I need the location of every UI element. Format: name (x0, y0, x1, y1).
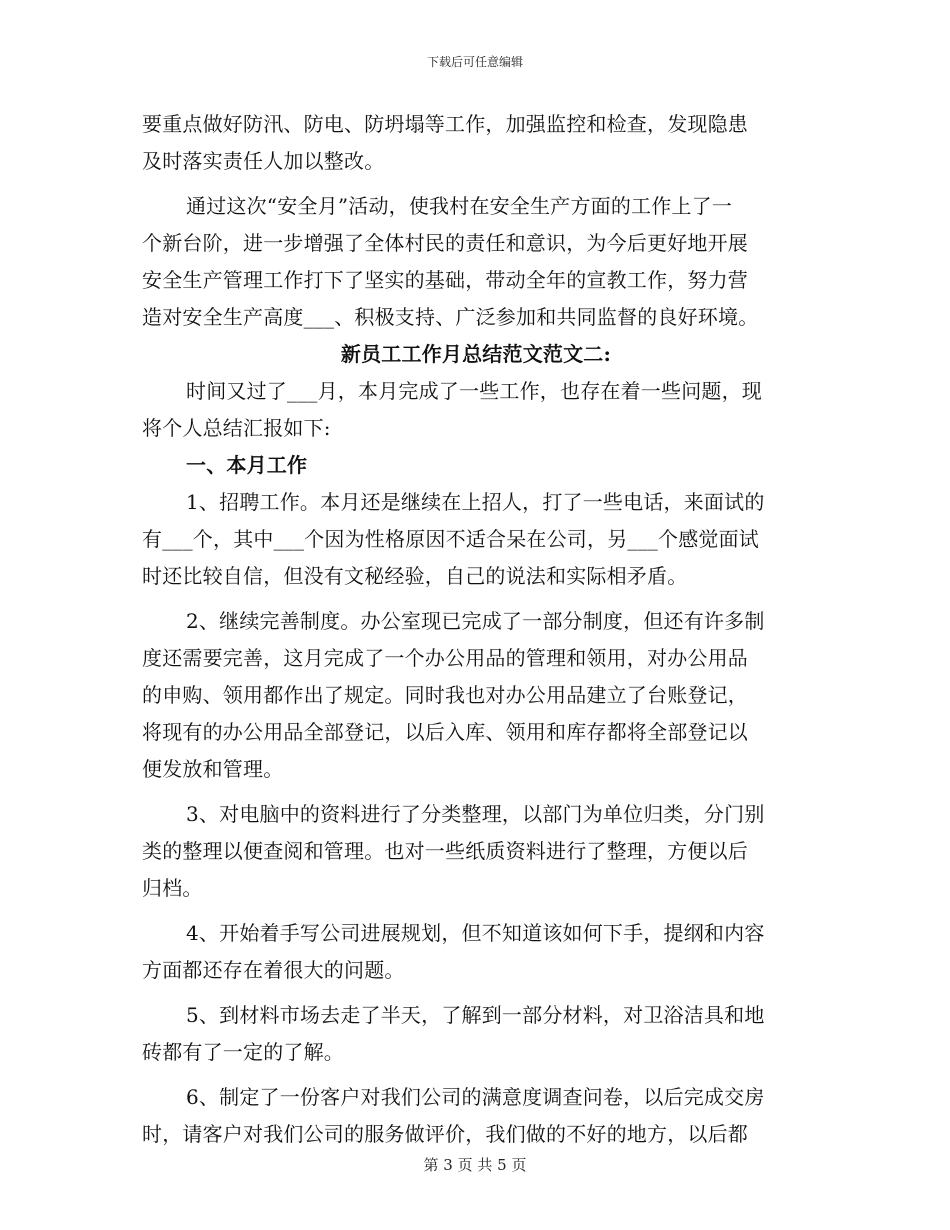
text-line: 通过这次“安全月”活动，使我村在安全生产方面的工作上了一 (186, 194, 733, 218)
text-line: 2、继续完善制度。办公室现已完成了一部分制度，但还有许多制 (186, 609, 765, 633)
text-line: 要重点做好防汛、防电、防坍塌等工作，加强监控和检查，发现隐患 (142, 112, 748, 136)
text-line: 将个人总结汇报如下: (142, 416, 331, 440)
text-line: 便发放和管理。 (142, 757, 284, 781)
text-line: 1、招聘工作。本月还是继续在上招人，打了一些电话，来面试的 (186, 490, 765, 514)
text-line: 归档。 (142, 876, 203, 900)
text-line: 类的整理以便查阅和管理。也对一些纸质资料进行了整理，方便以后 (142, 839, 748, 863)
text-line: 有___个，其中___个因为性格原因不适合呆在公司，另___个感觉面试 (142, 527, 759, 551)
paragraph-gap (142, 180, 810, 188)
section-heading: 一、本月工作 (186, 453, 308, 477)
text-line: 度还需要完善，这月完成了一个办公用品的管理和领用，对办公用品 (142, 646, 748, 670)
section-title: 新员工工作月总结范文范文二: (340, 342, 612, 366)
text-line: 时间又过了___月，本月完成了一些工作，也存在着一些问题，现 (186, 379, 762, 403)
text-line: 造对安全生产高度___、积极支持、广泛参加和共同监督的良好环境。 (142, 305, 759, 329)
page-footer-number: 第 3 页 共 5 页 (423, 1156, 527, 1174)
text-line: 将现有的办公用品全部登记，以后入库、领用和库存都将全部登记以 (142, 720, 748, 744)
page-header-note: 下载后可任意编辑 (426, 55, 523, 69)
document-body (142, 106, 810, 1153)
text-line: 安全生产管理工作打下了坚实的基础，带动全年的宣教工作，努力营 (142, 268, 748, 292)
text-line: 的申购、领用都作出了规定。同时我也对办公用品建立了台账登记， (142, 683, 748, 707)
paragraph-gap (142, 989, 810, 997)
paragraph-gap (142, 907, 810, 915)
paragraph-gap (142, 595, 810, 603)
text-line: 个新台阶，进一步增强了全体村民的责任和意识，为今后更好地开展 (142, 231, 748, 255)
text-line: 时，请客户对我们公司的服务做评价，我们做的不好的地方，以后都 (142, 1122, 748, 1146)
text-line: 4、开始着手写公司进展规划，但不知道该如何下手，提纲和内容 (186, 921, 765, 945)
paragraph-gap (142, 1071, 810, 1079)
text-line: 3、对电脑中的资料进行了分类整理，以部门为单位归类，分门别 (186, 802, 765, 826)
text-line: 5、到材料市场去走了半天，了解到一部分材料，对卫浴洁具和地 (186, 1003, 765, 1027)
text-line: 砖都有了一定的了解。 (142, 1040, 344, 1064)
text-line: 方面都还存在着很大的问题。 (142, 958, 405, 982)
text-line: 6、制定了一份客户对我们公司的满意度调查问卷，以后完成交房 (186, 1085, 765, 1109)
text-line: 及时落实责任人加以整改。 (142, 149, 385, 173)
paragraph-gap (142, 788, 810, 796)
text-line: 时还比较自信，但没有文秘经验，自己的说法和实际相矛盾。 (142, 564, 688, 588)
